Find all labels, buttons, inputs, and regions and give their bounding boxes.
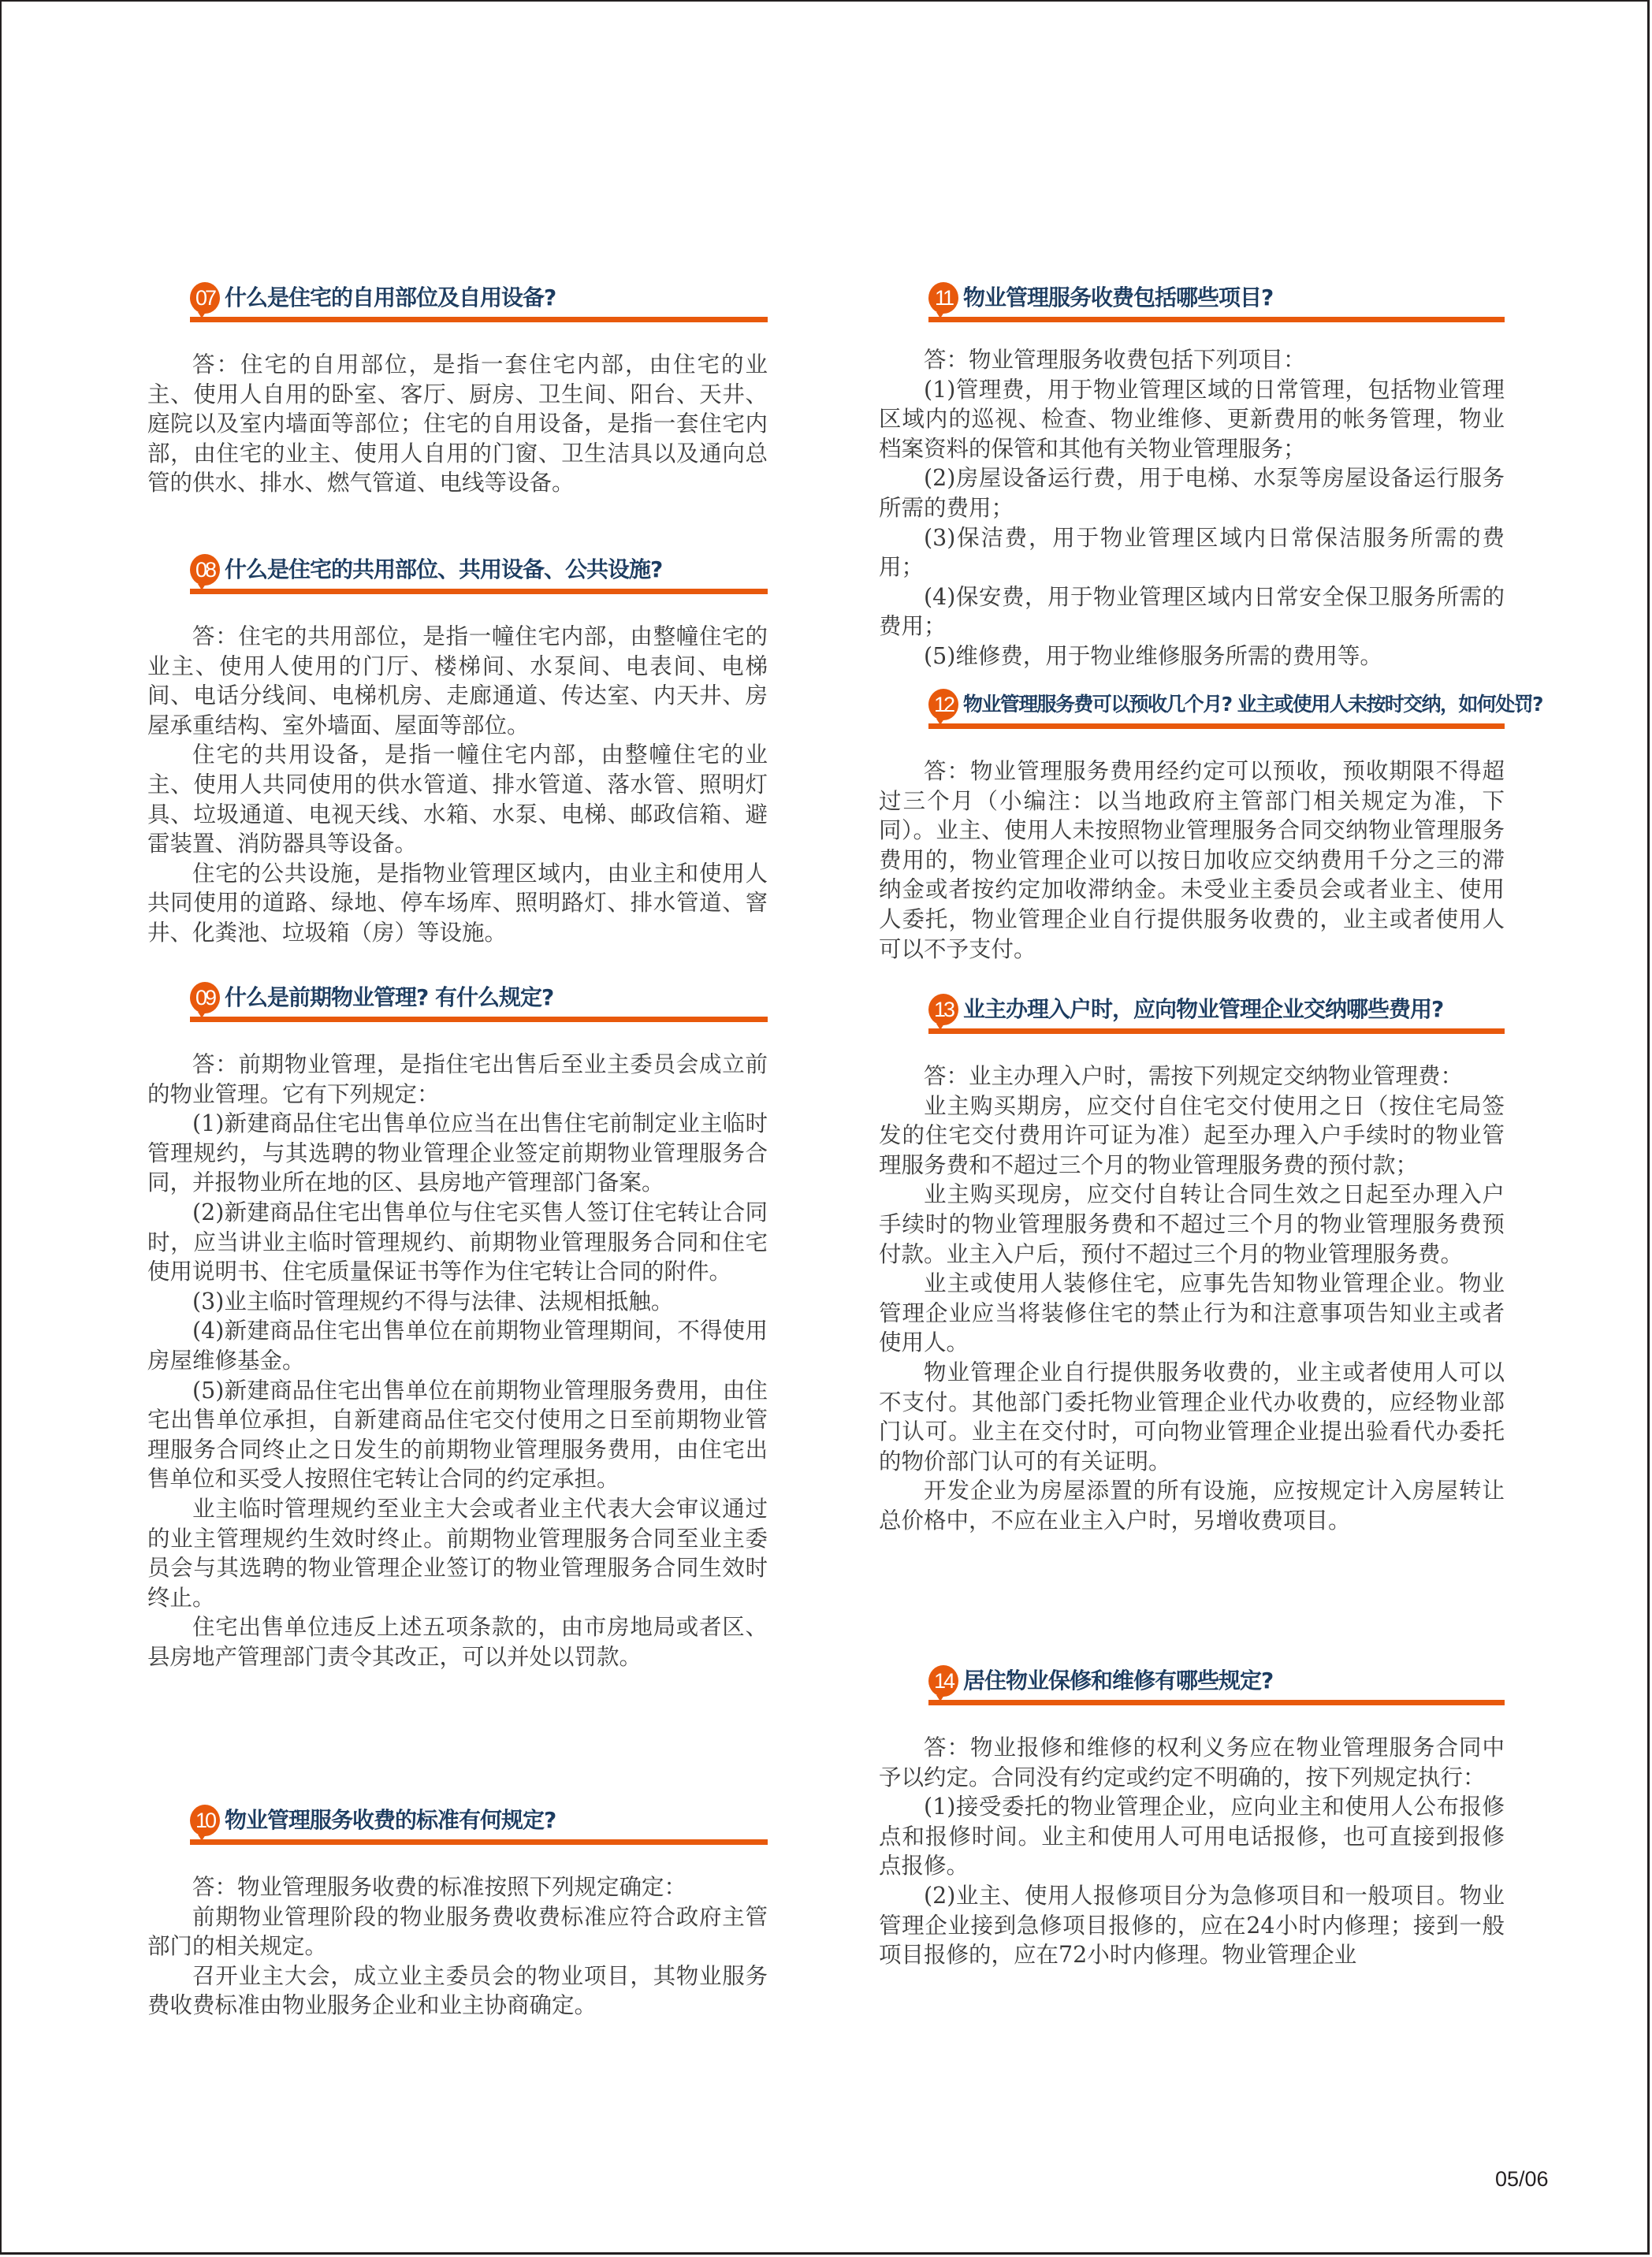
answer-body (147, 350, 768, 498)
question-number-badge: 14 (928, 1665, 958, 1697)
answer-body (879, 345, 1505, 671)
answer-body (879, 1733, 1505, 1970)
faq-section-10 (147, 1800, 768, 2021)
answer-paragraph: 业主购买现房，应交付自转让合同生效之日起至办理入户手续时的物业管理服务费和不超过三个月的物业管理服务费预付款。业主入户后，预付不超过三个月的物业管理服务费。 (879, 1181, 1505, 1267)
answer-paragraph: (2)业主、使用人报修项目分为急修项目和一般项目。物业管理企业接到急修项目报修的，应在24小时内修理；接到一般项目报修的，应在72小时内修理。物业管理企业 (879, 1882, 1505, 1969)
question-number-badge: 08 (190, 554, 220, 586)
answer-paragraph: (3)业主临时管理规约不得与法律、法规相抵触。 (192, 1288, 674, 1314)
faq-section-12 (879, 684, 1542, 964)
faq-section-14 (879, 1660, 1505, 1970)
question-heading (928, 277, 1505, 322)
faq-section-08 (147, 549, 768, 948)
heading-underline (928, 1700, 1505, 1705)
answer-paragraph: (5)新建商品住宅出售单位在前期物业管理服务费用，由住宅出售单位承担，自新建商品住宅交付使用之日至前期物业管理服务合同终止之日发生的前期物业管理服务费用，由住宅出售单位和买受人按照住宅转让合同的约定承担。 (147, 1377, 768, 1493)
heading-underline (190, 589, 768, 594)
answer-paragraph: (1)新建商品住宅出售单位应当在出售住宅前制定业主临时管理规约，与其选聘的物业管理企业签定前期物业管理服务合同，并报物业所在地的区、县房地产管理部门备案。 (147, 1110, 768, 1196)
question-heading (928, 684, 1542, 728)
faq-section-09 (147, 977, 768, 1671)
answer-paragraph: 住宅的公共设施，是指物业管理区域内，由业主和使用人共同使用的道路、绿地、停车场库、照明路灯、排水管道、窨井、化粪池、垃圾箱（房）等设施。 (147, 860, 768, 946)
answer-paragraph: 答：物业管理服务收费的标准按照下列规定确定： (192, 1874, 687, 1900)
heading-underline (928, 723, 1505, 729)
question-heading (190, 277, 768, 322)
question-title: 物业管理服务收费的标准有何规定? (225, 1807, 556, 1833)
answer-paragraph: (1)接受委托的物业管理企业，应向业主和使用人公布报修点和报修时间。业主和使用人可用电话报修，也可直接到报修点报修。 (879, 1794, 1505, 1880)
answer-paragraph: 召开业主大会，成立业主委员会的物业项目，其物业服务费收费标准由物业服务企业和业主协商确定。 (147, 1962, 768, 2019)
answer-paragraph: 住宅的共用设备，是指一幢住宅内部，由整幢住宅的业主、使用人共同使用的供水管道、排水管道、落水管、照明灯具、垃圾通道、电视天线、水箱、水泵、电梯、邮政信箱、避雷装置、消防器具等设备。 (147, 742, 768, 857)
answer-paragraph: 开发企业为房屋添置的所有设施，应按规定计入房屋转让总价格中，不应在业主入户时，另增收费项目。 (879, 1478, 1505, 1534)
question-heading (190, 549, 768, 593)
question-number-badge: 10 (190, 1805, 220, 1836)
page-number: 05/06 (1495, 2167, 1549, 2191)
answer-paragraph: 答：业主办理入户时，需按下列规定交纳物业管理费： (924, 1063, 1464, 1089)
heading-underline (928, 317, 1505, 322)
question-number-badge: 09 (190, 982, 220, 1013)
question-number-badge: 07 (190, 282, 220, 314)
faq-section-13 (879, 989, 1505, 1536)
question-title: 物业管理服务收费包括哪些项目? (963, 284, 1274, 310)
question-title: 居住物业保修和维修有哪些规定? (963, 1668, 1274, 1694)
answer-body (147, 1872, 768, 2021)
answer-body (879, 757, 1505, 964)
answer-body (147, 622, 768, 948)
question-title: 什么是住宅的自用部位及自用设备? (225, 284, 556, 310)
answer-paragraph: (2)新建商品住宅出售单位与住宅买售人签订住宅转让合同时，应当讲业主临时管理规约、前期物业管理服务合同和住宅使用说明书、住宅质量保证书等作为住宅转让合同的附件。 (147, 1199, 768, 1285)
answer-paragraph: 答：住宅的自用部位，是指一套住宅内部，由住宅的业主、使用人自用的卧室、客厅、厨房、卫生间、阳台、天井、庭院以及室内墙面等部位；住宅的自用设备，是指一套住宅内部，由住宅的业主、使用人自用的门窗、卫生洁具以及通向总管的供水、排水、燃气管道、电线等设备。 (147, 351, 768, 496)
answer-paragraph: (1)管理费，用于物业管理区域的日常管理，包括物业管理区域内的巡视、检查、物业维修、更新费用的帐务管理，物业档案资料的保管和其他有关物业管理服务； (879, 376, 1505, 462)
answer-paragraph: (4)保安费，用于物业管理区域内日常安全保卫服务所需的费用； (879, 583, 1505, 640)
answer-body (147, 1050, 768, 1671)
question-title: 业主办理入户时，应向物业管理企业交纳哪些费用? (963, 996, 1444, 1022)
question-heading (928, 1660, 1505, 1705)
answer-paragraph: 答：物业报修和维修的权利义务应在物业管理服务合同中予以约定。合同没有约定或约定不明确的，按下列规定执行： (879, 1735, 1505, 1790)
answer-paragraph: (2)房屋设备运行费，用于电梯、水泵等房屋设备运行服务所需的费用； (879, 465, 1505, 521)
heading-underline (190, 1017, 768, 1022)
heading-underline (190, 317, 768, 322)
heading-underline (190, 1839, 768, 1845)
answer-paragraph: 答：住宅的共用部位，是指一幢住宅内部，由整幢住宅的业主、使用人使用的门厅、楼梯间、水泵间、电表间、电梯间、电话分线间、电梯机房、走廊通道、传达室、内天井、房屋承重结构、室外墙面、屋面等部位。 (147, 623, 768, 738)
faq-section-07 (147, 277, 768, 498)
question-title: 什么是住宅的共用部位、共用设备、公共设施? (225, 556, 663, 582)
question-title: 什么是前期物业管理? 有什么规定? (225, 984, 554, 1010)
answer-body (879, 1062, 1505, 1536)
question-heading (928, 989, 1505, 1033)
question-heading (190, 1800, 768, 1844)
answer-paragraph: 物业管理企业自行提供服务收费的，业主或者使用人可以不支付。其他部门委托物业管理企业代办收费的，应经物业部门认可。业主在交付时，可向物业管理企业提出验看代办委托的物价部门认可的有关证明。 (879, 1359, 1505, 1474)
answer-paragraph: (5)维修费，用于物业维修服务所需的费用等。 (924, 642, 1382, 669)
faq-section-11 (879, 277, 1505, 671)
answer-paragraph: 住宅出售单位违反上述五项条款的，由市房地局或者区、县房地产管理部门责令其改正，可以并处以罚款。 (147, 1614, 768, 1670)
answer-paragraph: 答：前期物业管理，是指住宅出售后至业主委员会成立前的物业管理。它有下列规定： (147, 1051, 768, 1107)
heading-underline (928, 1028, 1505, 1034)
question-number-badge: 11 (928, 282, 958, 314)
question-heading (190, 977, 768, 1021)
answer-paragraph: 答：物业管理服务收费包括下列项目： (924, 347, 1306, 373)
answer-paragraph: 业主临时管理规约至业主大会或者业主代表大会审议通过的业主管理规约生效时终止。前期物业管理服务合同至业主委员会与其选聘的物业管理企业签订的物业管理服务合同生效时终止。 (147, 1495, 768, 1611)
answer-paragraph: 业主购买期房，应交付自住宅交付使用之日（按住宅局签发的住宅交付费用许可证为准）起至办理入户手续时的物业管理服务费和不超过三个月的物业管理服务费的预付款； (879, 1092, 1505, 1178)
question-number-badge: 13 (928, 994, 958, 1025)
answer-paragraph: 答：物业管理服务费用经约定可以预收，预收期限不得超过三个月（小编注：以当地政府主管部门相关规定为准，下同）。业主、使用人未按照物业管理服务合同交纳物业管理服务费用的，物业管理企业可以按日加收应交纳费用千分之三的滞纳金或者按约定加收滞纳金。未受业主委员会或者业主、使用人委托，物业管理企业自行提供服务收费的，业主或者使用人可以不予支付。 (879, 758, 1505, 962)
question-title: 物业管理服务费可以预收几个月? 业主或使用人未按时交纳，如何处罚? (963, 693, 1542, 716)
answer-paragraph: 前期物业管理阶段的物业服务费收费标准应符合政府主管部门的相关规定。 (147, 1903, 768, 1960)
answer-paragraph: 业主或使用人装修住宅，应事先告知物业管理企业。物业管理企业应当将装修住宅的禁止行为和注意事项告知业主或者使用人。 (879, 1270, 1505, 1356)
answer-paragraph: (4)新建商品住宅出售单位在前期物业管理期间，不得使用房屋维修基金。 (147, 1318, 768, 1374)
answer-paragraph: (3)保洁费，用于物业管理区域内日常保洁服务所需的费用； (879, 524, 1505, 581)
question-number-badge: 12 (928, 689, 958, 720)
